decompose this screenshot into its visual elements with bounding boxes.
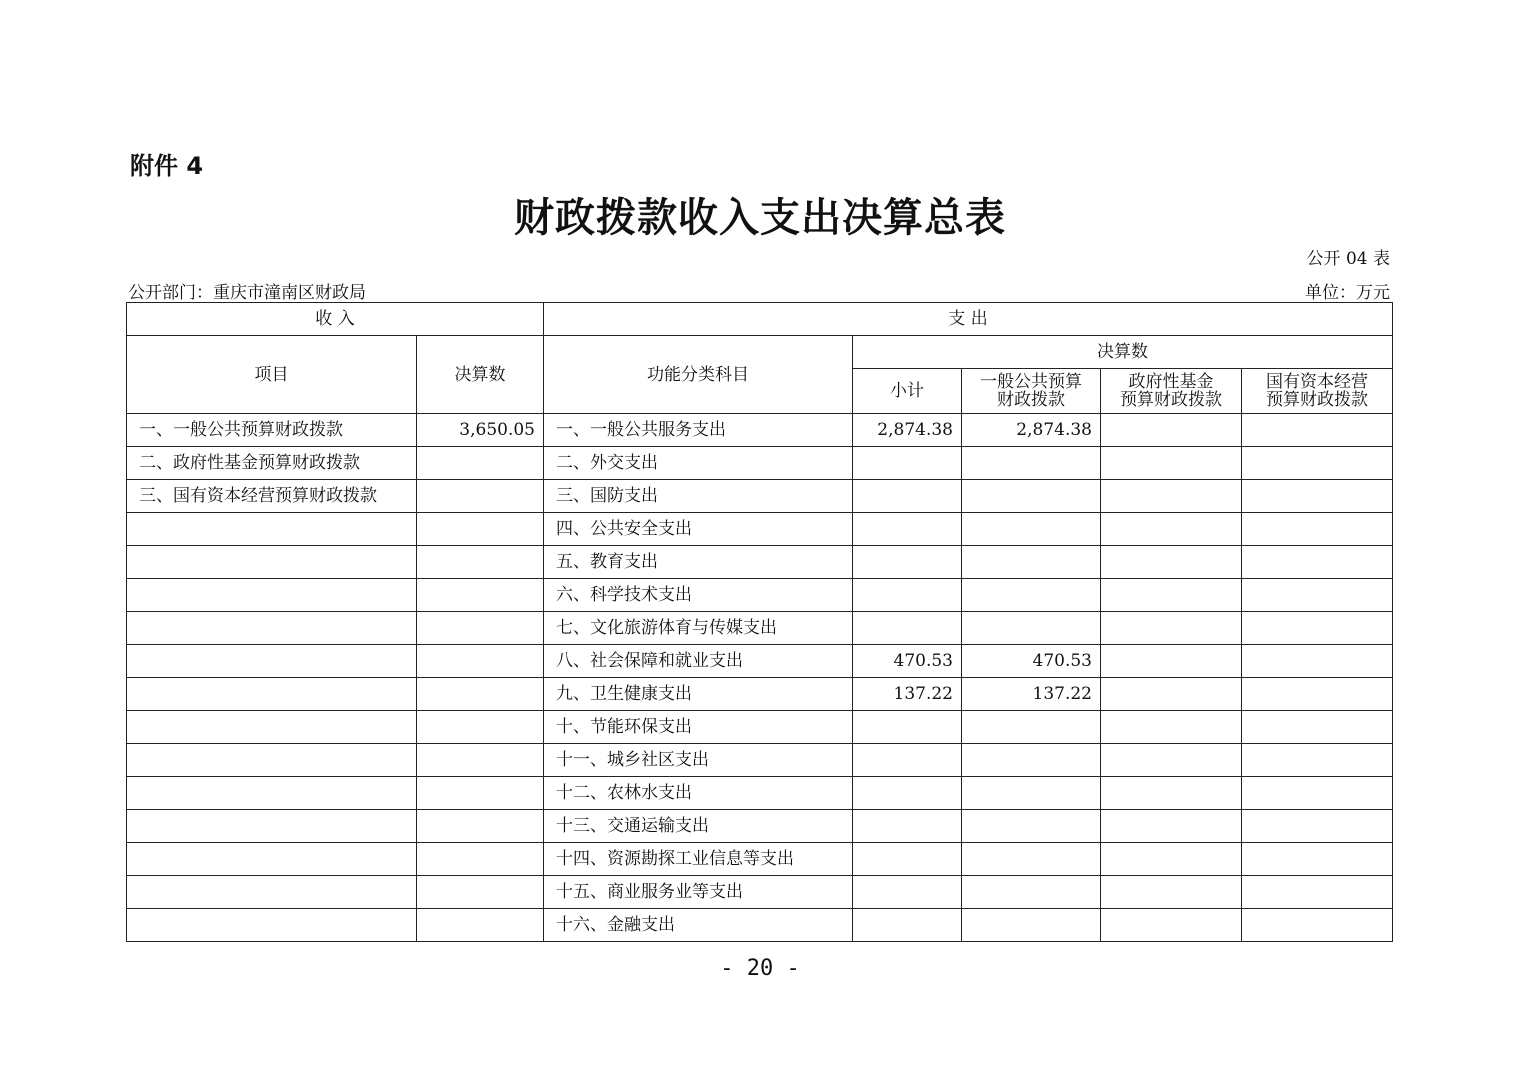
general-budget-cell: 2,874.38 bbox=[962, 414, 1101, 447]
general-budget-cell bbox=[962, 843, 1101, 876]
state-capital-cell bbox=[1242, 645, 1393, 678]
income-item-cell bbox=[127, 678, 417, 711]
table-row bbox=[127, 777, 1393, 810]
income-amount-cell bbox=[417, 810, 544, 843]
category-cell: 八、社会保障和就业支出 bbox=[544, 645, 853, 678]
income-amount-cell bbox=[417, 546, 544, 579]
subtotal-cell bbox=[853, 777, 962, 810]
category-cell: 二、外交支出 bbox=[544, 447, 853, 480]
general-budget-cell: 470.53 bbox=[962, 645, 1101, 678]
income-amount-cell bbox=[417, 513, 544, 546]
subtotal-cell bbox=[853, 876, 962, 909]
table-row bbox=[127, 678, 1393, 711]
state-capital-cell bbox=[1242, 810, 1393, 843]
general-budget-cell bbox=[962, 546, 1101, 579]
state-capital-cell bbox=[1242, 777, 1393, 810]
category-cell: 一、一般公共服务支出 bbox=[544, 414, 853, 447]
category-cell: 三、国防支出 bbox=[544, 480, 853, 513]
gov-fund-cell bbox=[1101, 612, 1242, 645]
income-amount-cell bbox=[417, 579, 544, 612]
income-item-cell bbox=[127, 810, 417, 843]
final-amount-header: 决算数 bbox=[417, 336, 544, 414]
general-budget-cell bbox=[962, 480, 1101, 513]
category-cell: 十四、资源勘探工业信息等支出 bbox=[544, 843, 853, 876]
state-capital-header bbox=[1242, 369, 1393, 414]
income-amount-cell bbox=[417, 447, 544, 480]
general-budget-cell bbox=[962, 579, 1101, 612]
subtotal-cell bbox=[853, 612, 962, 645]
table-row bbox=[127, 876, 1393, 909]
income-amount-cell bbox=[417, 843, 544, 876]
subtotal-cell: 2,874.38 bbox=[853, 414, 962, 447]
income-item-cell bbox=[127, 711, 417, 744]
income-amount-cell: 3,650.05 bbox=[417, 414, 544, 447]
table-row bbox=[127, 447, 1393, 480]
category-cell: 十二、农林水支出 bbox=[544, 777, 853, 810]
gov-fund-cell bbox=[1101, 843, 1242, 876]
income-amount-cell bbox=[417, 480, 544, 513]
state-capital-cell bbox=[1242, 876, 1393, 909]
table-row bbox=[127, 579, 1393, 612]
gov-fund-cell bbox=[1101, 480, 1242, 513]
gov-fund-cell bbox=[1101, 546, 1242, 579]
income-item-cell bbox=[127, 612, 417, 645]
table-row bbox=[127, 480, 1393, 513]
state-capital-header-line1: 国有资本经营 bbox=[1266, 372, 1368, 392]
state-capital-cell bbox=[1242, 579, 1393, 612]
fiscal-table bbox=[126, 302, 1393, 942]
table-row bbox=[127, 546, 1393, 579]
gov-fund-header-line2: 预算财政拨款 bbox=[1120, 390, 1222, 410]
subtotal-cell bbox=[853, 513, 962, 546]
category-cell: 四、公共安全支出 bbox=[544, 513, 853, 546]
subtotal-cell bbox=[853, 546, 962, 579]
gov-fund-cell bbox=[1101, 777, 1242, 810]
general-budget-cell bbox=[962, 876, 1101, 909]
attachment-label: 附件 4 bbox=[130, 152, 204, 180]
unit-label: 单位：万元 bbox=[1305, 283, 1390, 303]
category-cell: 七、文化旅游体育与传媒支出 bbox=[544, 612, 853, 645]
header-row-2 bbox=[127, 336, 1393, 369]
subtotal-cell bbox=[853, 843, 962, 876]
final-amount-group-header: 决算数 bbox=[853, 336, 1393, 369]
income-amount-cell bbox=[417, 711, 544, 744]
income-item-cell bbox=[127, 645, 417, 678]
income-amount-cell bbox=[417, 876, 544, 909]
category-cell: 十五、商业服务业等支出 bbox=[544, 876, 853, 909]
category-cell: 十三、交通运输支出 bbox=[544, 810, 853, 843]
general-budget-header-line2: 财政拨款 bbox=[997, 390, 1065, 410]
gov-fund-cell bbox=[1101, 909, 1242, 942]
income-amount-cell bbox=[417, 744, 544, 777]
state-capital-cell bbox=[1242, 480, 1393, 513]
table-row bbox=[127, 711, 1393, 744]
category-cell: 九、卫生健康支出 bbox=[544, 678, 853, 711]
document-title: 财政拨款收入支出决算总表 bbox=[514, 194, 1006, 241]
gov-fund-cell bbox=[1101, 876, 1242, 909]
subtotal-cell bbox=[853, 480, 962, 513]
form-number: 公开 04 表 bbox=[1306, 249, 1390, 269]
category-cell: 六、科学技术支出 bbox=[544, 579, 853, 612]
general-budget-cell: 137.22 bbox=[962, 678, 1101, 711]
general-budget-header bbox=[962, 369, 1101, 414]
table-row bbox=[127, 843, 1393, 876]
state-capital-cell bbox=[1242, 447, 1393, 480]
gov-fund-cell bbox=[1101, 810, 1242, 843]
subtotal-cell bbox=[853, 447, 962, 480]
income-amount-cell bbox=[417, 909, 544, 942]
income-item-cell bbox=[127, 744, 417, 777]
category-cell: 五、教育支出 bbox=[544, 546, 853, 579]
income-item-cell: 二、政府性基金预算财政拨款 bbox=[127, 447, 417, 480]
general-budget-cell bbox=[962, 909, 1101, 942]
subtotal-cell bbox=[853, 909, 962, 942]
page-number: - 20 - bbox=[720, 956, 800, 981]
income-amount-cell bbox=[417, 612, 544, 645]
state-capital-cell bbox=[1242, 678, 1393, 711]
state-capital-header-line2: 预算财政拨款 bbox=[1266, 390, 1368, 410]
income-item-cell bbox=[127, 876, 417, 909]
subtotal-cell: 470.53 bbox=[853, 645, 962, 678]
subtotal-cell: 137.22 bbox=[853, 678, 962, 711]
general-budget-cell bbox=[962, 711, 1101, 744]
gov-fund-cell bbox=[1101, 678, 1242, 711]
gov-fund-cell bbox=[1101, 645, 1242, 678]
table-row bbox=[127, 909, 1393, 942]
income-item-cell: 一、一般公共预算财政拨款 bbox=[127, 414, 417, 447]
general-budget-cell bbox=[962, 777, 1101, 810]
state-capital-cell bbox=[1242, 711, 1393, 744]
table-row bbox=[127, 612, 1393, 645]
income-amount-cell bbox=[417, 678, 544, 711]
state-capital-cell bbox=[1242, 414, 1393, 447]
state-capital-cell bbox=[1242, 909, 1393, 942]
item-header: 项目 bbox=[127, 336, 417, 414]
state-capital-cell bbox=[1242, 744, 1393, 777]
income-item-cell bbox=[127, 909, 417, 942]
income-item-cell: 三、国有资本经营预算财政拨款 bbox=[127, 480, 417, 513]
category-cell: 十六、金融支出 bbox=[544, 909, 853, 942]
table-row bbox=[127, 513, 1393, 546]
general-budget-cell bbox=[962, 810, 1101, 843]
table-row bbox=[127, 744, 1393, 777]
table-row bbox=[127, 810, 1393, 843]
gov-fund-header bbox=[1101, 369, 1242, 414]
general-budget-cell bbox=[962, 612, 1101, 645]
income-amount-cell bbox=[417, 777, 544, 810]
subtotal-cell bbox=[853, 744, 962, 777]
table-row bbox=[127, 645, 1393, 678]
income-item-cell bbox=[127, 843, 417, 876]
gov-fund-cell bbox=[1101, 447, 1242, 480]
subtotal-header: 小计 bbox=[853, 369, 962, 414]
income-item-cell bbox=[127, 513, 417, 546]
gov-fund-cell bbox=[1101, 579, 1242, 612]
function-category-header: 功能分类科目 bbox=[544, 336, 853, 414]
category-cell: 十、节能环保支出 bbox=[544, 711, 853, 744]
general-budget-cell bbox=[962, 447, 1101, 480]
state-capital-cell bbox=[1242, 843, 1393, 876]
gov-fund-cell bbox=[1101, 744, 1242, 777]
general-budget-cell bbox=[962, 744, 1101, 777]
gov-fund-header-line1: 政府性基金 bbox=[1128, 372, 1214, 392]
income-item-cell bbox=[127, 579, 417, 612]
gov-fund-cell bbox=[1101, 414, 1242, 447]
general-budget-cell bbox=[962, 513, 1101, 546]
expense-header: 支 出 bbox=[544, 303, 1393, 336]
income-item-cell bbox=[127, 777, 417, 810]
subtotal-cell bbox=[853, 711, 962, 744]
state-capital-cell bbox=[1242, 612, 1393, 645]
table-row bbox=[127, 414, 1393, 447]
subtotal-cell bbox=[853, 579, 962, 612]
state-capital-cell bbox=[1242, 513, 1393, 546]
state-capital-cell bbox=[1242, 546, 1393, 579]
income-amount-cell bbox=[417, 645, 544, 678]
income-item-cell bbox=[127, 546, 417, 579]
income-header: 收 入 bbox=[127, 303, 544, 336]
category-cell: 十一、城乡社区支出 bbox=[544, 744, 853, 777]
department-label: 公开部门：重庆市潼南区财政局 bbox=[128, 283, 366, 303]
gov-fund-cell bbox=[1101, 513, 1242, 546]
subtotal-cell bbox=[853, 810, 962, 843]
header-row-1 bbox=[127, 303, 1393, 336]
gov-fund-cell bbox=[1101, 711, 1242, 744]
general-budget-header-line1: 一般公共预算 bbox=[980, 372, 1082, 392]
